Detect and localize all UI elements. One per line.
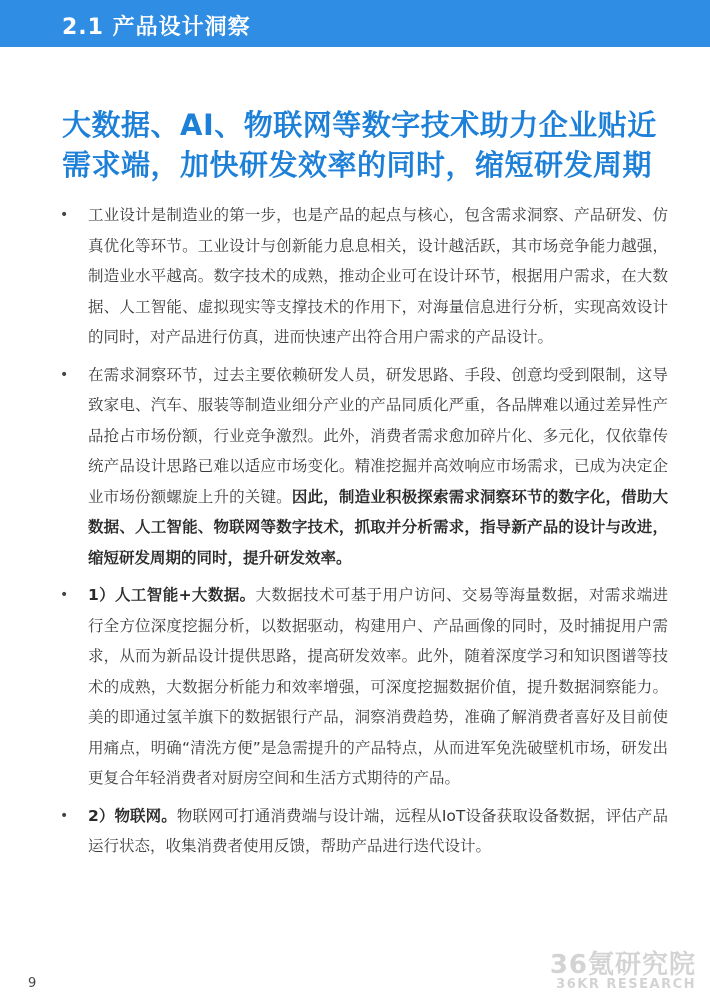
page-headline [62, 105, 662, 185]
bullet-item [58, 580, 668, 794]
bullet-bold-lead: 1）人工智能+大数据。 [88, 586, 256, 604]
bullet-item [58, 360, 668, 574]
brand-watermark [550, 944, 696, 992]
headline-line-1: 大数据、AI、物联网等数字技术助力企业贴近 [62, 108, 657, 142]
bullet-dot-icon: • [60, 807, 69, 824]
bullet-list [58, 200, 668, 869]
watermark-logo-en: 36KR RESEARCH [556, 977, 696, 992]
section-header-bar [0, 0, 710, 47]
watermark-logo-cn: 36氪研究院 [549, 950, 696, 980]
bullet-bold-lead: 2）物联网。 [88, 806, 177, 825]
bullet-dot-icon: • [60, 366, 69, 383]
bullet-bold-conclusion: 因此，制造业积极探索需求洞察环节的数字化，借助大数据、人工智能、物联网等数字技术，抓取并分析需求，指导新产品的设计与改进，缩短研发周期的同时，提升研发效率。 [88, 487, 668, 567]
headline-line-2: 需求端，加快研发效率的同时，缩短研发周期 [62, 148, 653, 182]
page-number: 9 [28, 976, 37, 991]
bullet-dot-icon: • [60, 587, 69, 603]
bullet-text: 工业设计是制造业的第一步，也是产品的起点与核心，包含需求洞察、产品研发、仿真优化等环节。工业设计与创新能力息息相关，设计越活跃，其市场竞争能力越强，制造业水平越高。数字技术的成熟，推动企业可在设计环节，根据用户需求，在大数据、人工智能、虚拟现实等支撑技术的作用下，对海量信息进行分析，实现高效设计的同时，对产品进行仿真，进而快速产出符合用户需求的产品设计。 [88, 206, 668, 346]
section-title: 2.1 产品设计洞察 [62, 15, 251, 40]
bullet-item [58, 200, 668, 353]
bullet-item [58, 801, 668, 862]
bullet-text: 物联网可打通消费端与设计端，远程从IoT设备获取设备数据，评估产品运行状态，收集消费者使用反馈，帮助产品进行迭代设计。 [88, 806, 668, 855]
bullet-text: 在需求洞察环节，过去主要依赖研发人员，研发思路、手段、创意均受到限制，这导致家电、汽车、服装等制造业细分产业的产品同质化严重，各品牌难以通过差异性产品抢占市场份额，行业竞争激烈。此外，消费者需求愈加碎片化、多元化，仅依靠传统产品设计思路已难以适应市场变化。精准挖掘并高效响应市场需求，已成为决定企业市场份额螺旋上升的关键。 [88, 365, 668, 506]
bullet-dot-icon: • [60, 207, 69, 223]
bullet-text: 大数据技术可基于用户访问、交易等海量数据，对需求端进行全方位深度挖掘分析，以数据驱动，构建用户、产品画像的同时，及时捕捉用户需求，从而为新品设计提供思路，提高研发效率。此外，随着深度学习和知识图谱等技术的成熟，大数据分析能力和效率增强，可深度挖掘数据价值，提升数据洞察能力。美的即通过氢羊旗下的数据银行产品，洞察消费趋势，准确了解消费者喜好及目前使用痛点，明确“清洗方便”是急需提升的产品特点，从而进军免洗破壁机市场，研发出更复合年轻消费者对厨房空间和生活方式期待的产品。 [88, 586, 668, 787]
